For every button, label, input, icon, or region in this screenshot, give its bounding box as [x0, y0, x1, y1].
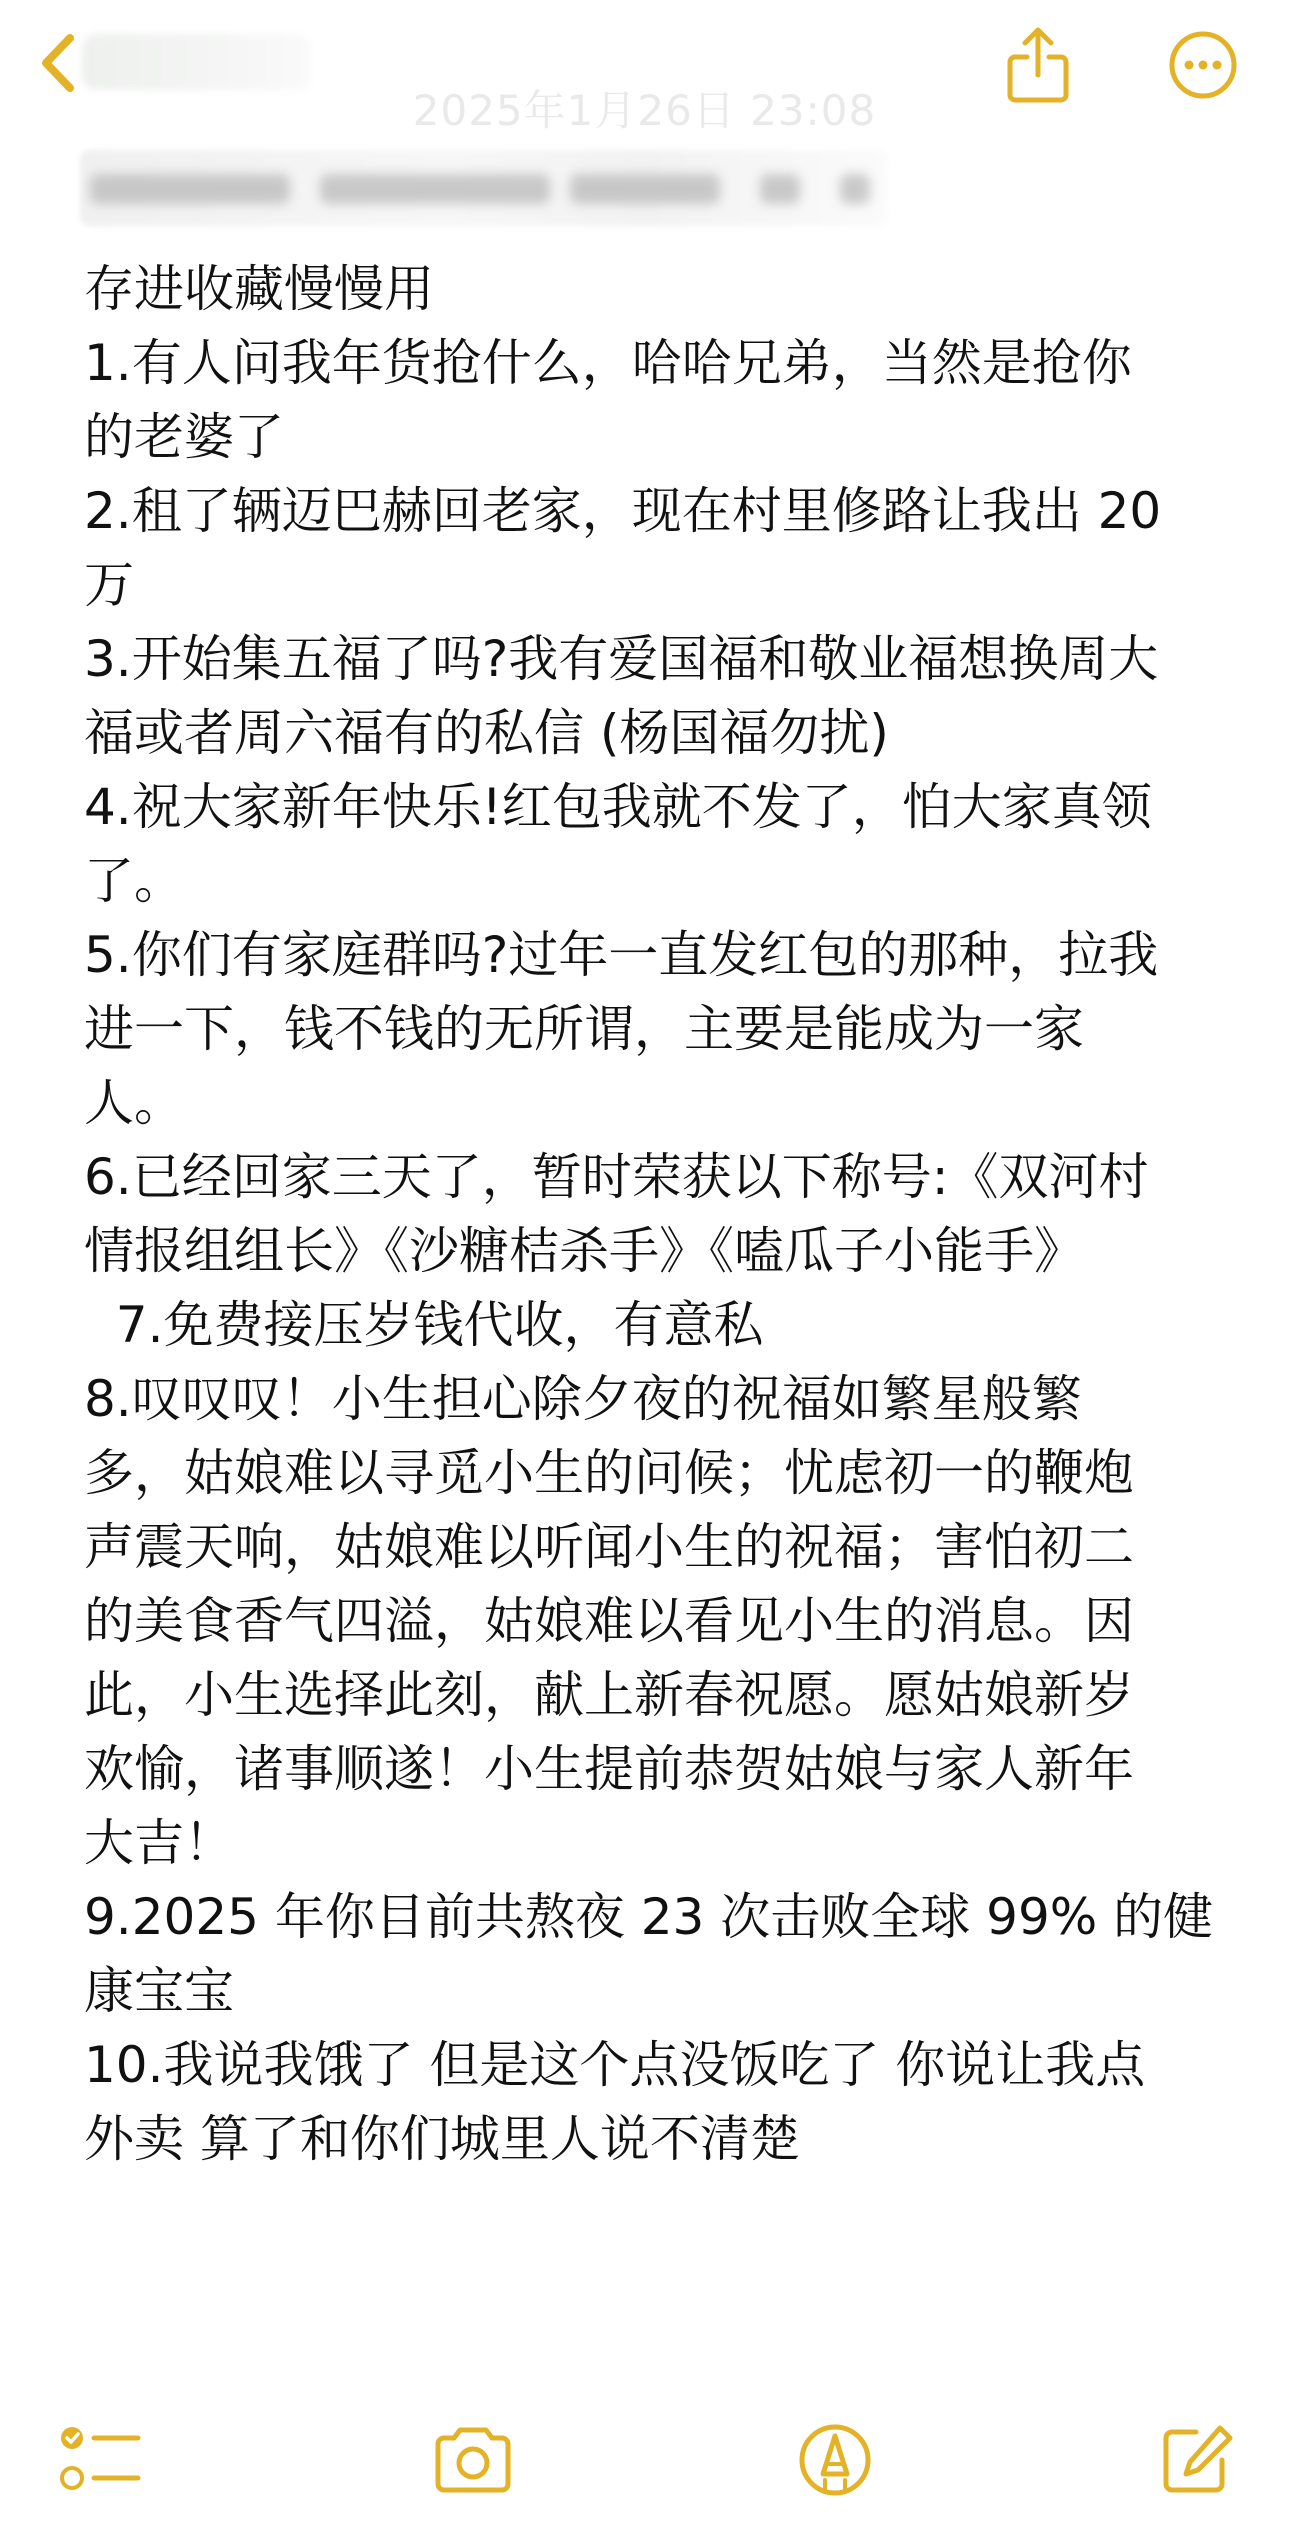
note-line: 了。 — [84, 852, 184, 910]
note-line: 人。 — [84, 1074, 184, 1132]
checklist-button[interactable] — [55, 2420, 145, 2500]
note-line: 进一下，钱不钱的无所谓，主要是能成为一家 — [84, 1000, 1084, 1058]
note-line: 7.免费接压岁钱代收，有意私 — [84, 1296, 764, 1354]
note-line: 康宝宝 — [84, 1962, 234, 2020]
note-line: 外卖 算了和你们城里人说不清楚 — [84, 2110, 800, 2168]
compose-button[interactable] — [1152, 2420, 1242, 2500]
note-line: 6.已经回家三天了，暂时荣获以下称号:《双河村 — [84, 1148, 1149, 1206]
camera-button[interactable] — [428, 2420, 518, 2500]
blurred-redacted-line — [80, 150, 888, 226]
note-line: 福或者周六福有的私信 (杨国福勿扰) — [84, 704, 889, 762]
note-date: 2025年1月26日 23:08 — [412, 86, 877, 135]
camera-icon — [430, 2424, 516, 2496]
ellipsis-circle-icon — [1168, 30, 1238, 100]
note-line: 9.2025 年你目前共熬夜 23 次击败全球 99% 的健 — [84, 1888, 1214, 1946]
note-line: 10.我说我饿了 但是这个点没饭吃了 你说让我点 — [84, 2036, 1146, 2094]
note-line: 的老婆了 — [84, 408, 284, 466]
compose-icon — [1158, 2422, 1236, 2498]
note-line: 8.叹叹叹！小生担心除夕夜的祝福如繁星般繁 — [84, 1370, 1082, 1428]
note-body[interactable] — [84, 252, 1234, 2176]
note-line: 情报组组长》《沙糖桔杀手》《嗑瓜子小能手》 — [84, 1222, 1084, 1280]
note-line: 欢愉，诸事顺遂！小生提前恭贺姑娘与家人新年 — [84, 1740, 1134, 1798]
note-line: 大吉！ — [84, 1814, 234, 1872]
note-line: 存进收藏慢慢用 — [84, 260, 434, 318]
note-line: 万 — [84, 556, 134, 614]
note-line: 5.你们有家庭群吗?过年一直发红包的那种，拉我 — [84, 926, 1159, 984]
note-line: 此，小生选择此刻，献上新春祝愿。愿姑娘新岁 — [84, 1666, 1134, 1724]
note-line: 的美食香气四溢，姑娘难以看见小生的消息。因 — [84, 1592, 1134, 1650]
note-line: 声震天响，姑娘难以听闻小生的祝福；害怕初二 — [84, 1518, 1134, 1576]
markup-pen-icon — [797, 2422, 873, 2498]
share-button[interactable] — [1000, 22, 1076, 108]
markup-button[interactable] — [790, 2420, 880, 2500]
checklist-icon — [58, 2422, 142, 2498]
top-bar — [0, 0, 1289, 150]
note-line: 1.有人问我年货抢什么，哈哈兄弟，当然是抢你 — [84, 334, 1132, 392]
share-icon — [1005, 25, 1071, 105]
bottom-toolbar — [0, 2420, 1289, 2521]
note-line: 多，姑娘难以寻觅小生的问候；忧虑初一的鞭炮 — [84, 1444, 1134, 1502]
note-line: 2.租了辆迈巴赫回老家，现在村里修路让我出 20 — [84, 482, 1162, 540]
more-button[interactable] — [1164, 26, 1242, 104]
note-line: 3.开始集五福了吗?我有爱国福和敬业福想换周大 — [84, 630, 1159, 688]
note-line: 4.祝大家新年快乐!红包我就不发了，怕大家真领 — [84, 778, 1152, 836]
